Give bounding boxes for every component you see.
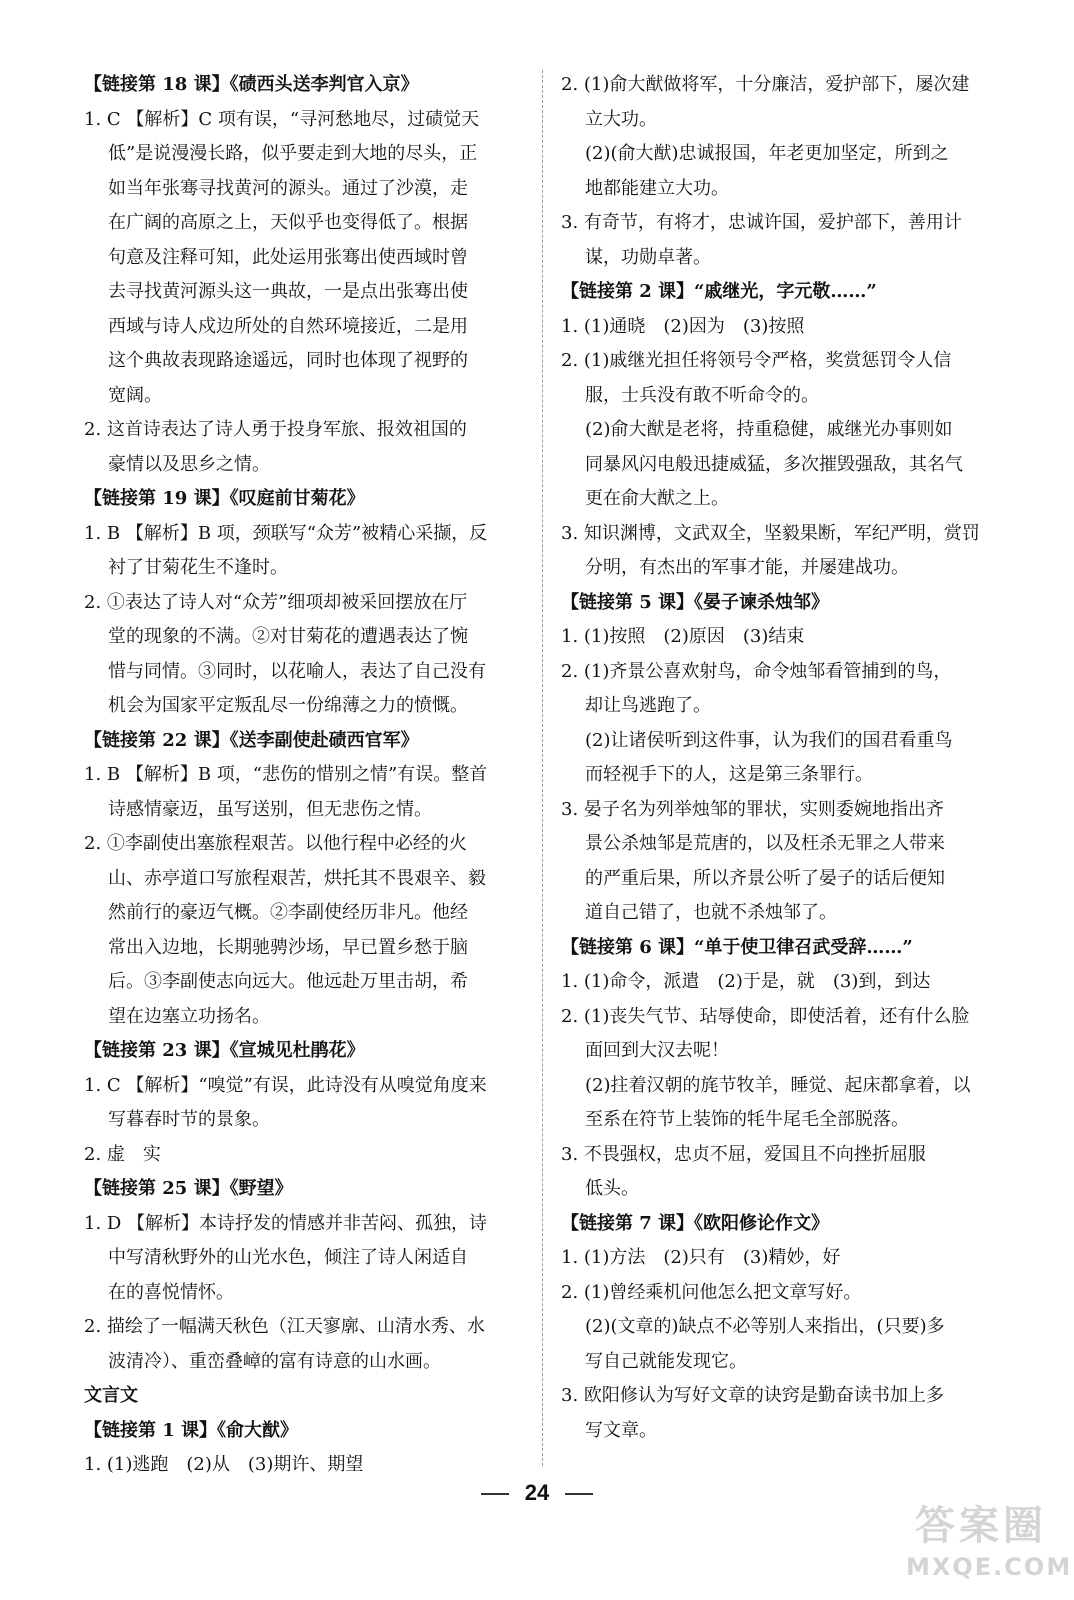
text-line: 2. 虚 实 (84, 1143, 161, 1165)
text-line: 2. (1)齐景公喜欢射鸟，命令烛邹看管捕到的鸟， (561, 660, 952, 682)
text-line: 2. 描绘了一幅满天秋色（江天寥廓、山清水秀、水 (84, 1316, 485, 1337)
text-line: 低”是说漫漫长路，似乎要走到大地的尽头，正 (108, 143, 478, 164)
text-line: 而轻视手下的人，这是第三条罪行。 (585, 764, 873, 785)
text-line: 1. (1)按照 (2)原因 (3)结束 (561, 626, 805, 647)
text-line: (2)让诸侯听到这件事，认为我们的国君看重鸟 (585, 729, 953, 751)
text-line: 堂的现象的不满。②对甘菊花的遭遇表达了惋 (108, 626, 468, 647)
text-line: 1. (1)通晓 (2)因为 (3)按照 (561, 315, 805, 337)
text-line: 机会为国家平定叛乱尽一份绵薄之力的愤慨。 (108, 695, 468, 716)
footer-dash-left (481, 1493, 509, 1495)
text-line: (2)俞大猷是老将，持重稳健，戚继光办事则如 (585, 419, 953, 440)
text-line: 如当年张骞寻找黄河的源头。通过了沙漠，走 (108, 177, 468, 199)
watermark-url: MXQE.COM (906, 1553, 1073, 1581)
text-line: 2. (1)俞大猷做将军，十分廉洁，爱护部下，屡次建 (561, 74, 970, 95)
right-column (561, 68, 993, 1448)
text-line: 山、赤亭道口写旅程艰苦，烘托其不畏艰辛、毅 (108, 867, 486, 889)
text-line: 1. (1)方法 (2)只有 (3)精妙，好 (561, 1247, 841, 1268)
text-line: 在广阔的高原之上，天似乎也变得低了。根据 (108, 212, 468, 233)
page-number: 24 (524, 1480, 550, 1505)
footer-dash-right (565, 1493, 593, 1495)
section-heading: 【链接第 23 课】《宣城见杜鹃花》 (84, 1040, 365, 1061)
text-line: 在的喜悦情怀。 (108, 1281, 234, 1303)
text-line: 分明，有杰出的军事才能，并屡建战功。 (585, 557, 909, 578)
section-heading: 【链接第 18 课】《碛西头送李判官入京》 (84, 74, 419, 95)
section-heading: 【链接第 7 课】《欧阳修论作文》 (561, 1212, 830, 1234)
section-heading: 【链接第 19 课】《叹庭前甘菊花》 (84, 488, 365, 509)
text-line: 3. 欧阳修认为写好文章的诀窍是勤奋读书加上多 (561, 1385, 944, 1406)
text-line: 中写清秋野外的山光水色，倾注了诗人闲适自 (108, 1247, 468, 1268)
text-line: 望在边塞立功扬名。 (108, 1005, 270, 1027)
text-line: 地都能建立大功。 (585, 177, 729, 199)
text-line: 2. 这首诗表达了诗人勇于投身军旅、报效祖国的 (84, 419, 467, 440)
text-line: 惜与同情。③同时，以花喻人，表达了自己没有 (108, 660, 486, 682)
text-line: 2. (1)丧失气节、玷辱使命，即使活着，还有什么脸 (561, 1005, 970, 1027)
text-line: 豪情以及思乡之情。 (108, 453, 270, 475)
text-line: 写文章。 (585, 1419, 657, 1441)
column-divider (542, 70, 543, 1466)
text-line: 3. 知识渊博，文武双全，坚毅果断，军纪严明，赏罚 (561, 522, 980, 544)
text-line: 至系在符节上装饰的牦牛尾毛全部脱落。 (585, 1109, 909, 1130)
text-line: (2)(俞大猷)忠诚报国，年老更加坚定，所到之 (585, 143, 949, 164)
text-line: 后。③李副使志向远大。他远赴万里击胡，希 (108, 971, 468, 992)
section-heading: 文言文 (84, 1385, 138, 1406)
section-heading: 【链接第 22 课】《送李副使赴碛西官军》 (84, 729, 419, 751)
text-line: 然前行的豪迈气概。②李副使经历非凡。他经 (108, 902, 468, 923)
text-line: 道自己错了，也就不杀烛邹了。 (585, 902, 837, 923)
watermark (906, 1500, 1073, 1590)
text-line: 服，士兵没有敢不听命令的。 (585, 384, 819, 406)
left-column (84, 68, 524, 1483)
text-line: 宽阔。 (108, 384, 162, 406)
text-line: 1. (1)命令，派遣 (2)于是，就 (3)到，到达 (561, 971, 931, 992)
text-line: 2. (1)戚继光担任将领号令严格，奖赏惩罚令人信 (561, 350, 952, 371)
text-line: 2. ①李副使出塞旅程艰苦。以他行程中必经的火 (84, 833, 467, 854)
text-line: 1. C 【解析】C 项有误，“寻河愁地尽，过碛觉天 (84, 108, 480, 130)
text-line: 1. D 【解析】本诗抒发的情感并非苦闷、孤独，诗 (84, 1212, 488, 1234)
text-line: (2)(文章的)缺点不必等别人来指出，(只要)多 (585, 1316, 945, 1337)
text-line: 面回到大汉去呢！ (585, 1040, 729, 1061)
section-heading: 【链接第 25 课】《野望》 (84, 1178, 293, 1199)
text-line: 写自己就能发现它。 (585, 1350, 747, 1372)
section-heading: 【链接第 6 课】“单于使卫律召武受辞……” (561, 936, 913, 958)
text-line: 的严重后果，所以齐景公听了晏子的话后便知 (585, 867, 945, 889)
text-line: 这个典故表现路途遥远，同时也体现了视野的 (108, 350, 468, 371)
text-line: 去寻找黄河源头这一典故，一是点出张骞出使 (108, 281, 468, 302)
text-line: 1. B 【解析】B 项，颈联写“众芳”被精心采撷，反 (84, 522, 488, 544)
text-line: 波清冷）、重峦叠嶂的富有诗意的山水画。 (108, 1350, 441, 1372)
text-line: 2. ①表达了诗人对“众芳”细项却被采回摆放在厅 (84, 591, 468, 613)
text-line: 诗感情豪迈，虽写送别，但无悲伤之情。 (108, 798, 432, 820)
text-line: 1. C 【解析】“嗅觉”有误，此诗没有从嗅觉角度来 (84, 1074, 487, 1096)
text-line: 3. 不畏强权，忠贞不屈，爱国且不向挫折屈服 (561, 1143, 926, 1165)
text-line: (2)拄着汉朝的旄节牧羊，睡觉、起床都拿着，以 (585, 1074, 971, 1096)
text-line: 1. B 【解析】B 项，“悲伤的惜别之情”有误。整首 (84, 764, 488, 785)
text-line: 景公杀烛邹是荒唐的，以及枉杀无罪之人带来 (585, 833, 945, 854)
text-line: 谋，功勋卓著。 (585, 246, 711, 268)
text-line: 立大功。 (585, 108, 657, 130)
text-line: 写暮春时节的景象。 (108, 1109, 270, 1130)
text-line: 却让鸟逃跑了。 (585, 695, 711, 716)
text-line: 3. 有奇节，有将才，忠诚许国，爱护部下，善用计 (561, 212, 962, 233)
text-line: 更在俞大猷之上。 (585, 488, 729, 509)
section-heading: 【链接第 1 课】《俞大猷》 (84, 1419, 299, 1441)
text-line: 同暴风闪电般迅捷威猛，多次摧毁强敌，其名气 (585, 453, 963, 475)
section-heading: 【链接第 5 课】《晏子谏杀烛邹》 (561, 591, 830, 613)
text-line: 低头。 (585, 1178, 639, 1199)
text-line: 1. (1)逃跑 (2)从 (3)期许、期望 (84, 1454, 364, 1475)
text-line: 2. (1)曾经乘机问他怎么把文章写好。 (561, 1281, 862, 1303)
text-line: 常出入边地，长期驰骋沙场，早已置乡愁于脑 (108, 936, 468, 958)
section-heading: 【链接第 2 课】“戚继光，字元敬……” (561, 281, 877, 302)
text-line: 衬了甘菊花生不逢时。 (108, 557, 288, 578)
text-line: 西域与诗人戍边所处的自然环境接近，二是用 (108, 315, 468, 337)
text-line: 句意及注释可知，此处运用张骞出使西域时曾 (108, 246, 468, 268)
text-line: 3. 晏子名为列举烛邹的罪状，实则委婉地指出齐 (561, 798, 944, 820)
watermark-logo: 答案圈 (915, 1503, 1047, 1549)
